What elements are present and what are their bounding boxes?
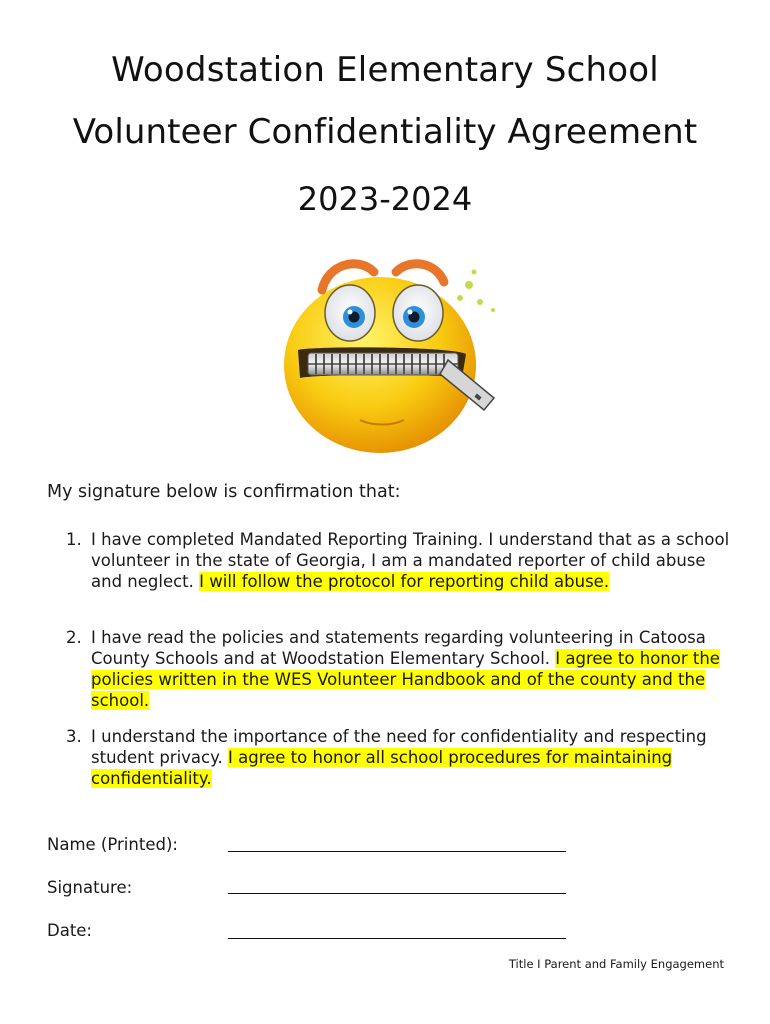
date-label: Date: — [47, 921, 92, 940]
agreement-item-3 — [66, 726, 736, 789]
item-text: I understand the importance of the need for confidentiality and respecting student privacy. — [91, 727, 707, 767]
signature-field[interactable] — [228, 893, 566, 894]
right-eyebrow — [396, 264, 444, 282]
school-year: 2023-2024 — [297, 180, 473, 218]
school-title: Woodstation Elementary School — [111, 50, 659, 90]
name-label: Name (Printed): — [47, 835, 178, 854]
item-text: I have completed Mandated Reporting Training. I understand that as a school volunteer in the state of Georgia, I am a mandated reporter of child abuse and neglect. — [91, 530, 730, 591]
item-highlight: I agree to honor all school procedures for maintaining confidentiality. — [91, 748, 673, 788]
name-field[interactable] — [228, 851, 566, 852]
signature-label: Signature: — [47, 878, 133, 897]
zipper-mouth-smiley-icon — [270, 250, 510, 460]
item-highlight: I will follow the protocol for reporting child abuse. — [199, 572, 610, 591]
item-text: I have read the policies and statements regarding volunteering in Catoosa County Schools and at Woodstation Elementary School. — [91, 628, 706, 668]
item-number: 2. — [66, 628, 82, 647]
item-number: 1. — [66, 530, 82, 549]
agreement-title: Volunteer Confidentiality Agreement — [72, 112, 698, 152]
intro-text: My signature below is confirmation that: — [47, 482, 401, 502]
date-field[interactable] — [228, 938, 566, 939]
footer-text: Title I Parent and Family Engagement — [508, 957, 724, 971]
agreement-item-2 — [66, 627, 736, 711]
item-highlight: I agree to honor the policies written in the WES Volunteer Handbook and of the county and the school. — [91, 649, 720, 710]
agreement-item-1 — [66, 529, 736, 592]
item-number: 3. — [66, 727, 82, 746]
